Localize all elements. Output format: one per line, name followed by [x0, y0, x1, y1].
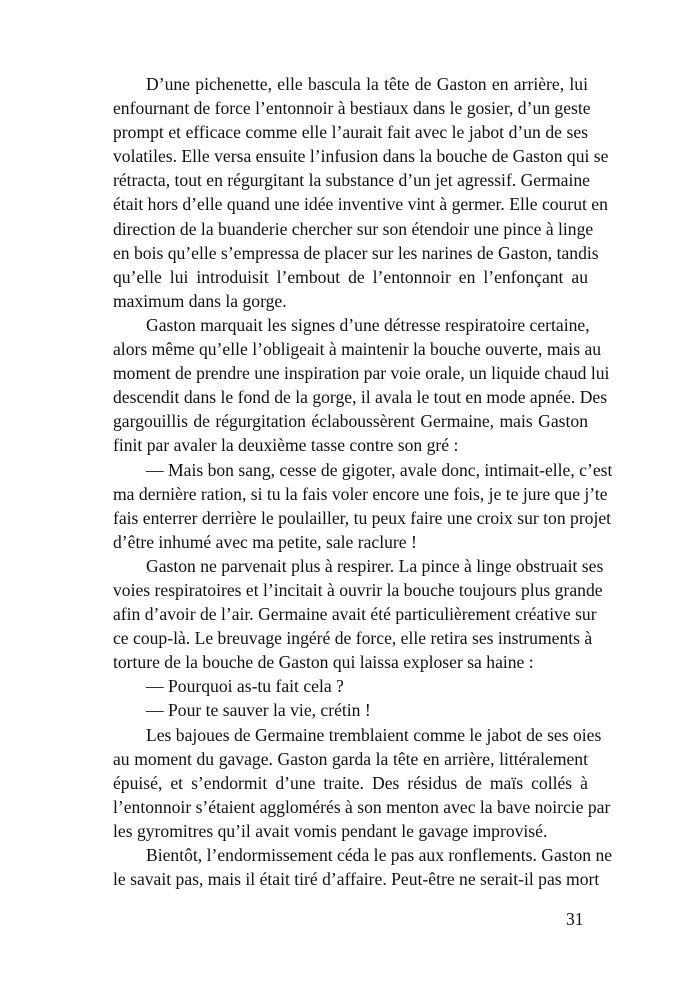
text-line: finit par avaler la deuxième tasse contre son gré :	[113, 435, 459, 456]
text-line: D’une pichenette, elle bascula la tête de Gaston en arrière, lui	[146, 74, 588, 94]
text-line: qu’elle lui introduisit l’embout de l’entonnoir en l’enfonçant au	[113, 266, 588, 287]
text-line: au moment du gavage. Gaston garda la tête en arrière, littéralement	[113, 748, 588, 769]
text-line: épuisé, et s’endormit d’une traite. Des résidus de maïs collés à	[113, 772, 588, 793]
paragraph	[113, 72, 609, 313]
text-line: — Pour te sauver la vie, crétin !	[146, 700, 371, 721]
text-line: prompt et efficace comme elle l’aurait fait avec le jabot d’un de ses	[113, 122, 588, 143]
text-line: moment de prendre une inspiration par voie orale, un liquide chaud lui	[113, 363, 610, 384]
text-line: volatiles. Elle versa ensuite l’infusion dans la bouche de Gaston qui se	[113, 146, 609, 167]
page-number: 31	[566, 909, 584, 929]
text-line: Bientôt, l’endormissement céda le pas aux ronflements. Gaston ne	[146, 845, 613, 865]
text-line: le savait pas, mais il était tiré d’affaire. Peut-être ne serait-il pas mort	[113, 869, 600, 890]
text-line: Gaston ne parvenait plus à respirer. La pince à linge obstruait ses	[146, 555, 604, 576]
text-line: descendit dans le fond de la gorge, il avala le tout en mode apnée. Des	[113, 387, 608, 408]
text-line: ma dernière ration, si tu la fais voler encore une fois, je te jure que j’te	[113, 483, 608, 504]
text-line: maximum dans la gorge.	[113, 290, 287, 311]
text-line: direction de la buanderie chercher sur son étendoir une pince à linge	[113, 218, 594, 239]
text-line: Les bajoues de Germaine tremblaient comme le jabot de ses oies	[146, 724, 602, 745]
paragraph	[113, 554, 604, 674]
text-line: était hors d’elle quand une idée inventive vint à germer. Elle courut en	[113, 194, 608, 215]
text-line: l’entonnoir s’étaient agglomérés à son menton avec la bave noircie par	[113, 796, 611, 817]
text-line: ce coup-là. Le breuvage ingéré de force, elle retira ses instruments à	[113, 628, 593, 649]
text-line: d’être inhumé avec ma petite, sale raclure !	[113, 531, 417, 552]
text-line: — Pourquoi as-tu fait cela ?	[146, 676, 344, 697]
text-line: en bois qu’elle s’empressa de placer sur les narines de Gaston, tandis	[113, 242, 599, 263]
text-line: Gaston marquait les signes d’une détresse respiratoire certaine,	[146, 314, 590, 335]
paragraph	[113, 674, 588, 698]
body-text	[113, 72, 613, 891]
paragraph	[113, 843, 613, 891]
paragraph	[113, 458, 613, 554]
text-line: voies respiratoires et l’incitait à ouvrir la bouche toujours plus grande	[113, 579, 603, 600]
text-line: torture de la bouche de Gaston qui laissa exploser sa haine :	[113, 652, 534, 673]
paragraph	[113, 313, 610, 458]
paragraph	[113, 698, 588, 722]
text-line: — Mais bon sang, cesse de gigoter, avale donc, intimait-elle, c’est	[146, 459, 613, 480]
text-line: enfournant de force l’entonnoir à bestiaux dans le gosier, d’un geste	[113, 98, 591, 119]
text-line: alors même qu’elle l’obligeait à maintenir la bouche ouverte, mais au	[113, 339, 602, 360]
text-line: fais enterrer derrière le poulailler, tu peux faire une croix sur ton projet	[113, 507, 612, 528]
text-line: afin d’avoir de l’air. Germaine avait été particulièrement créative sur	[113, 604, 597, 625]
text-line: gargouillis de régurgitation éclaboussèrent Germaine, mais Gaston	[113, 411, 588, 432]
text-line: rétracta, tout en régurgitant la substance d’un jet agressif. Germaine	[113, 170, 590, 191]
text-line: les gyromitres qu’il avait vomis pendant le gavage improvisé.	[113, 820, 548, 841]
paragraph	[113, 723, 611, 843]
